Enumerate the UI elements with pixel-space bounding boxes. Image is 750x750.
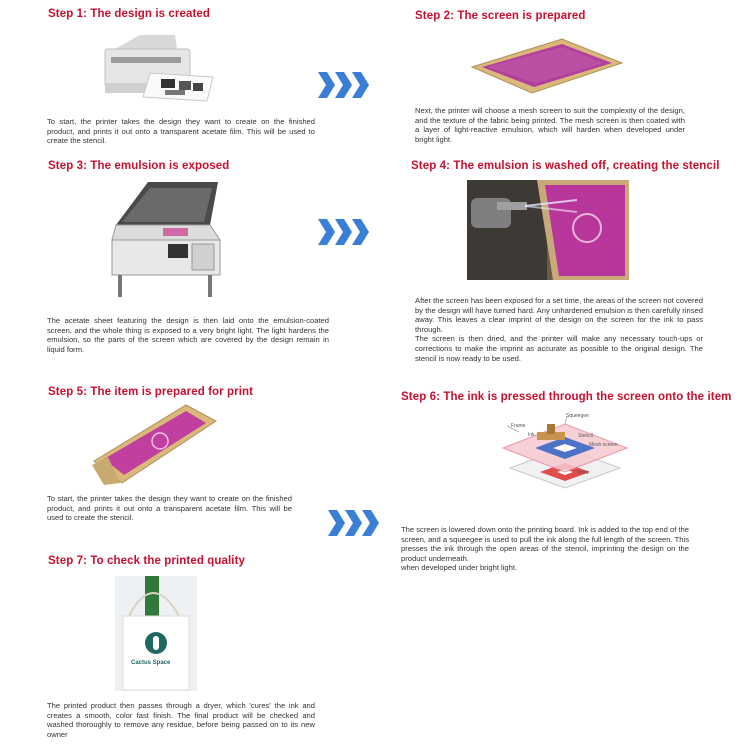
step-6-title: Step 6: The ink is pressed through the screen onto the item: [401, 391, 732, 403]
step-4-text-1: After the screen has been exposed for a set time, the areas of the screen not covered by the design will have turned hard. Any unhardened emulsion is then carefully rinsed away. This leaves a clear imprint of the design on the screen for the ink to pass through.: [415, 296, 703, 334]
prepared-screen-image: [90, 401, 220, 486]
label-ink: Ink: [528, 432, 535, 438]
step-6-text-1: The screen is lowered down onto the printing board. Ink is added to the top end of the screen, and a squeegee is used to pull the ink along the full length of the screen. This presses the ink through the open areas of the stencil, imprinting the design on the product underneath.: [401, 525, 689, 563]
printer-image: [95, 27, 217, 107]
step-7-description: The printed product then passes through a dryer, which 'cures' the ink and creates a smooth, color fast finish. The final product will be checked and washed thoroughly to remove any residue, before being passed on to its new owner: [47, 701, 315, 739]
exposure-unit-image: [108, 180, 226, 300]
step-2-title: Step 2: The screen is prepared: [415, 10, 586, 22]
step-4-description: [415, 296, 703, 363]
label-frame: Frame: [511, 423, 526, 429]
step-4-title: Step 4: The emulsion is washed off, creating the stencil: [411, 160, 720, 172]
step-1-description: To start, the printer takes the design they want to create on the finished product, and prints it out onto a transparent acetate film. This will be used to create the stencil.: [47, 117, 315, 146]
step-6-text-2: when developed under bright light.: [401, 563, 518, 573]
mesh-screen-image: [462, 35, 627, 95]
tote-bag-image: [115, 576, 197, 691]
step-2-description: Next, the printer will choose a mesh screen to suit the complexity of the design, and the texture of the fabric being printed. The mesh screen is then coated with a layer of light-reactive emulsion, which will harden when developed under bright light.: [415, 106, 685, 144]
bag-logo-text: Cactus Space: [131, 660, 171, 666]
arrow-icon: [328, 510, 380, 541]
step-7-title: Step 7: To check the printed quality: [48, 555, 245, 567]
arrow-icon: [318, 219, 370, 250]
arrow-icon: [318, 72, 370, 103]
step-4-text-2: The screen is then dried, and the printer will make any necessary touch-ups or corrections to make the imprint as accurate as possible to the original design. The stencil is now ready to be used.: [415, 334, 703, 363]
step-3-description: The acetate sheet featuring the design is then laid onto the emulsion-coated screen, and the whole thing is exposed to a very bright light. The light hardens the emulsion, so the parts of the screen which are covered by the design remain in liquid form.: [47, 316, 329, 354]
step-1-title: Step 1: The design is created: [48, 8, 211, 20]
label-print: Print: [578, 470, 589, 476]
washing-screen-image: [467, 180, 629, 280]
step-5-description: To start, the printer takes the design they want to create on the finished product, and prints it out onto a transparent acetate film. This will be used to create the stencil.: [47, 494, 292, 523]
label-mesh-screen: Mesh screen: [589, 442, 618, 448]
step-3-title: Step 3: The emulsion is exposed: [48, 160, 230, 172]
label-squeegee: Squeegee: [566, 413, 589, 419]
step-5-title: Step 5: The item is prepared for print: [48, 386, 254, 398]
step-6-description: [401, 525, 689, 573]
label-stencil: Stencil: [578, 433, 594, 439]
